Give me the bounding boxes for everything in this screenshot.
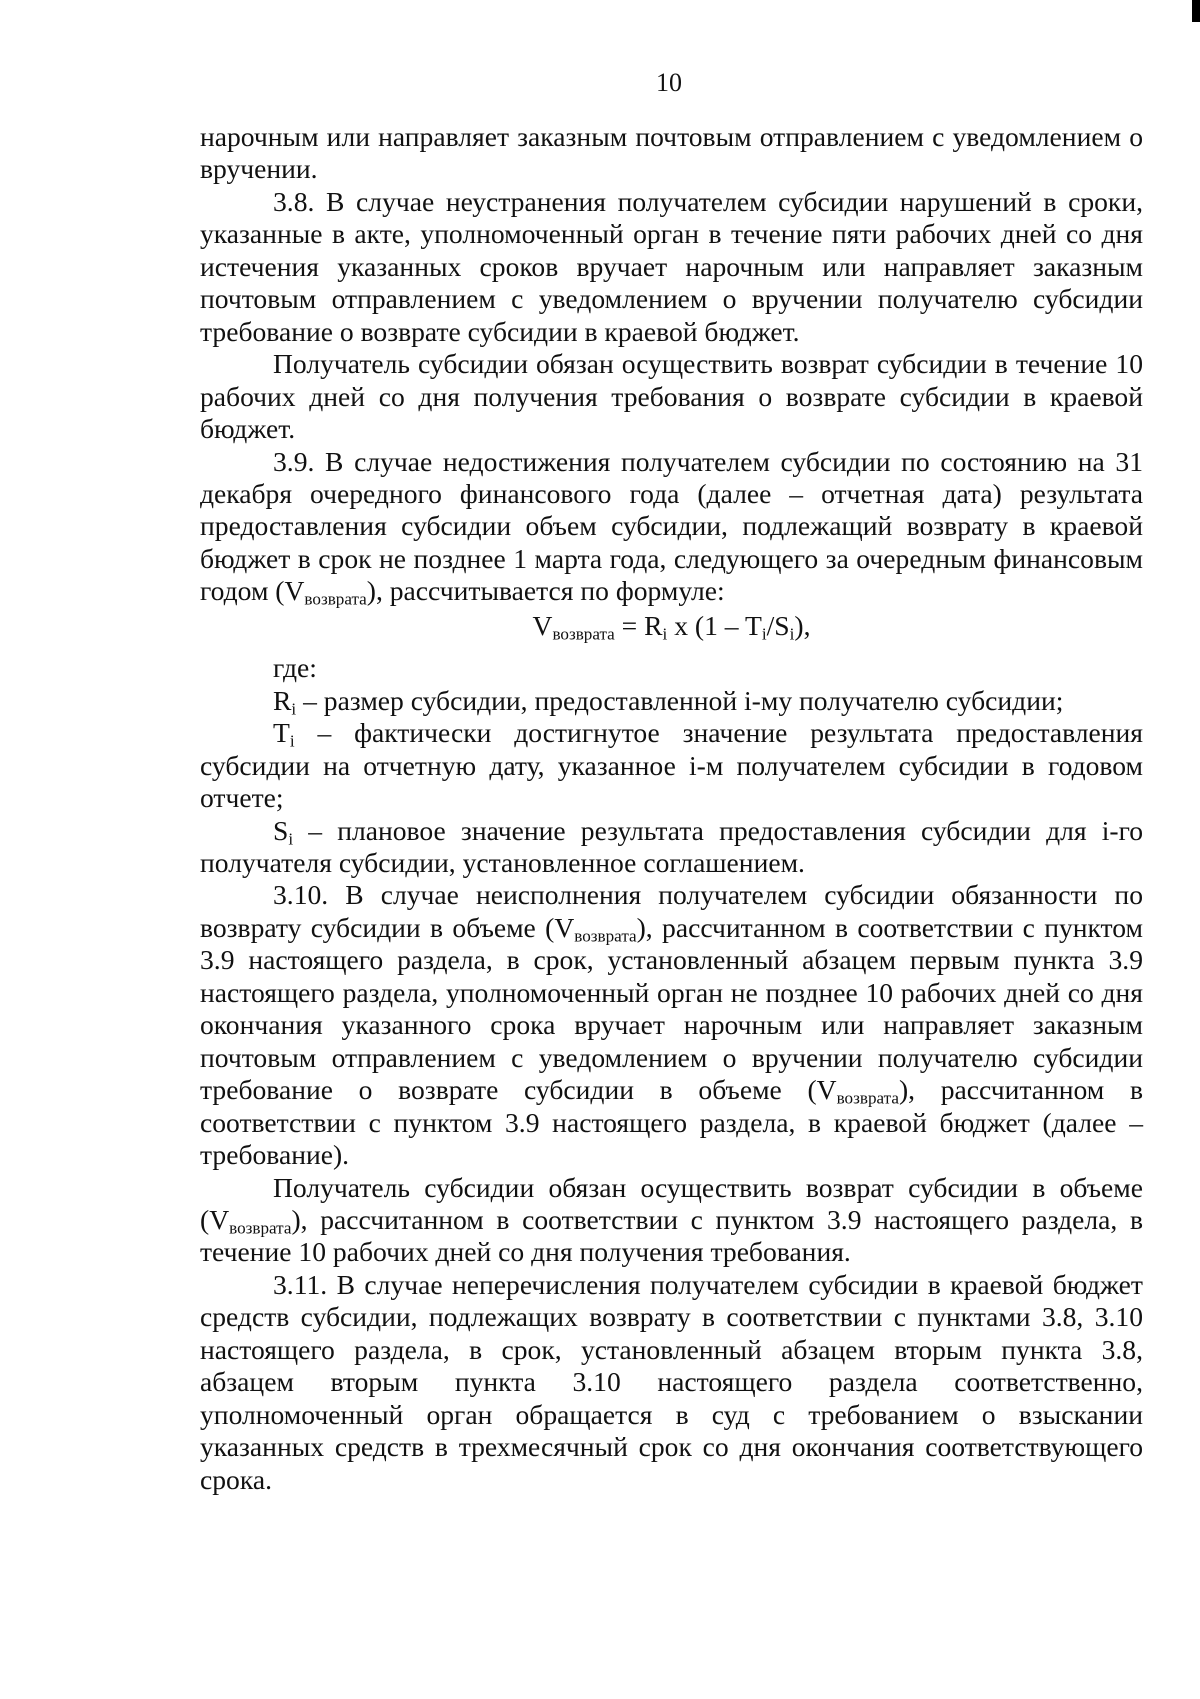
paragraph-3-9-text: 3.9. В случае недостижения получателем субсидии по состоянию на 31 декабря очередного финансового года (далее – отчетная дата) результата предоставления субсидии объем субсидии, подлежащий возврату в краевой бюджет в срок не позднее 1 марта года, следующего за очередным финансовым годом (V — [200, 445, 1143, 607]
symbol-s-subscript: i — [288, 828, 294, 848]
formula-slash-s: /S — [766, 609, 790, 641]
definition-s — [200, 815, 1143, 880]
page-number: 10 — [656, 68, 682, 97]
paragraph-refund-volume-text-1: Получатель субсидии обязан осуществить возврат субсидии в объеме (V — [200, 1171, 1143, 1235]
paragraph-3-10-text-2: ), рассчитанном в соответствии с пунктом 3.9 настоящего раздела, в срок, установленный абзацем первым пункта 3.9 настоящего раздела, уполномоченный орган не позднее 10 рабочих дней со дня окончания указанного срока вручает нарочным или направляет заказным почтовым отправлением с уведомлением о вручении получателю субсидии требование о возврате субсидии в объеме (V — [200, 911, 1143, 1106]
formula-middle: x (1 – T — [667, 609, 762, 641]
paragraph-3-11: 3.11. В случае неперечисления получателем субсидии в краевой бюджет средств субсидии, подлежащих возврату в соответствии с пунктами 3.8, 3.10 настоящего раздела, в срок, установленный абзацем вторым пункта 3.8, абзацем вторым пункта 3.10 настоящего раздела соответственно, уполномоченный орган обращается в суд с требованием о взыскании указанных средств в трехмесячный срок со дня окончания соответствующего срока. — [200, 1268, 1143, 1495]
refund-formula — [200, 610, 1143, 642]
paragraph-refund-volume-text-2: ), рассчитанном в соответствии с пунктом 3.9 настоящего раздела, в течение 10 рабочих дней со дня получения требования. — [200, 1203, 1143, 1268]
paragraph-refund-volume — [200, 1172, 1143, 1269]
subscript-refund: возврата — [304, 589, 367, 609]
scan-edge-mark — [1192, 0, 1200, 22]
formula-r-subscript: i — [662, 624, 668, 644]
paragraph-refund-obligation: Получатель субсидии обязан осуществить возврат субсидии в течение 10 рабочих дней со дня получения требования о возврате субсидии в краевой бюджет. — [200, 348, 1143, 445]
paragraph-where: где: — [273, 652, 317, 684]
paragraph-3-10-text-3: ), рассчитанном в соответствии с пунктом 3.9 настоящего раздела, в краевой бюджет (далее – требование). — [200, 1074, 1143, 1171]
symbol-s: S — [273, 814, 289, 846]
symbol-r: R — [273, 684, 292, 716]
symbol-t: T — [273, 717, 290, 749]
formula-s-subscript: i — [789, 624, 795, 644]
subscript-refund: возврата — [836, 1088, 899, 1108]
formula-equals-r: = R — [614, 609, 663, 641]
paragraph-3-9 — [200, 446, 1143, 608]
document-body — [200, 121, 1143, 1496]
subscript-refund: возврата — [229, 1218, 292, 1238]
symbol-t-subscript: i — [289, 731, 295, 751]
formula-end: ), — [794, 609, 811, 641]
definition-r-text: – размер субсидии, предоставленной i-му получателю субсидии; — [296, 684, 1064, 716]
paragraph-continuation: нарочным или направляет заказным почтовым отправлением с уведомлением о вручении. — [200, 121, 1143, 185]
paragraph-3-10-text-1: 3.10. В случае неисполнения получателем субсидии обязанности по возврату субсидии в объеме (V — [200, 879, 1143, 943]
paragraph-3-8: 3.8. В случае неустранения получателем субсидии нарушений в сроки, указанные в акте, уполномоченный орган в течение пяти рабочих дней со дня истечения указанных сроков вручает нарочным или направляет заказным почтовым отправлением с уведомлением о вручении получателю субсидии требование о возврате субсидии в краевой бюджет. — [200, 185, 1143, 347]
definition-s-text: – плановое значение результата предоставления субсидии для i-го получателя субсидии, установленное соглашением. — [200, 814, 1143, 878]
formula-t-subscript: i — [761, 624, 767, 644]
paragraph-3-9-text-end: ), рассчитывается по формуле: — [366, 575, 725, 607]
formula-v-subscript: возврата — [552, 624, 615, 644]
formula-v: V — [532, 609, 553, 641]
definition-t — [200, 717, 1143, 814]
paragraph-3-10 — [200, 879, 1143, 1171]
subscript-refund: возврата — [574, 926, 637, 946]
definition-r — [200, 685, 1143, 717]
definition-t-text: – фактически достигнутое значение результата предоставления субсидии на отчетную дату, указанное i-м получателем субсидии в годовом отчете; — [200, 717, 1143, 814]
symbol-r-subscript: i — [291, 698, 297, 718]
